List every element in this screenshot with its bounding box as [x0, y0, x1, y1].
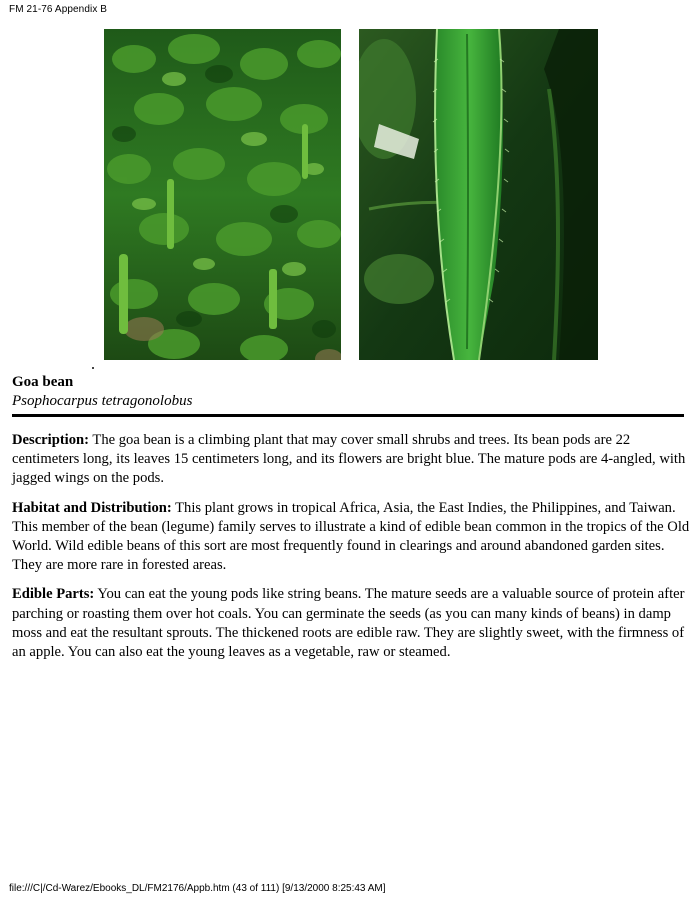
description-label: Description: [12, 432, 90, 448]
plant-description-body [12, 431, 692, 672]
edible-parts-label: Edible Parts: [12, 586, 95, 603]
page-header-title: FM 21-76 Appendix B [9, 4, 108, 15]
section-divider [12, 414, 684, 417]
habitat-paragraph [12, 499, 692, 576]
edible-parts-paragraph [12, 585, 692, 662]
description-text: The goa bean is a climbing plant that may cover small shrubs and trees. Its bean pods are 22 centimeters long, its leaves 15 centimeters long, and its flowers are bright blue. The mature pods are 4-angled, with jagged wings on the pods. [12, 432, 686, 487]
goa-bean-pod-photo [359, 29, 598, 360]
habitat-text: This plant grows in tropical Africa, Asia, the East Indies, the Philippines, and Taiwan. This member of the bean (legume) family serves to illustrate a kind of edible bean common in the tropics of the Old World. Wild edible beans of this sort are most frequently found in clearings and around abandoned garden sites. They are more rare in forested areas. [12, 499, 690, 574]
scan-speck [92, 367, 94, 369]
page-footer-path: file:///C|/Cd-Warez/Ebooks_DL/FM2176/Appb.htm (43 of 111) [9/13/2000 8:25:43 AM] [9, 883, 386, 894]
habitat-label: Habitat and Distribution: [12, 499, 172, 516]
plant-scientific-name: Psophocarpus tetragonolobus [12, 393, 193, 409]
description-paragraph [12, 431, 692, 489]
goa-bean-plant-photo [104, 29, 341, 360]
plant-common-name: Goa bean [12, 374, 74, 390]
edible-parts-text: You can eat the young pods like string beans. The mature seeds are a valuable source of protein after parching or roasting them over hot coals. You can germinate the seeds (as you can many kinds of beans) in damp moss and eat the resultant sprouts. The thickened roots are edible raw. They are slightly sweet, with the firmness of an apple. You can also eat the young leaves as a vegetable, raw or steamed. [12, 586, 685, 661]
